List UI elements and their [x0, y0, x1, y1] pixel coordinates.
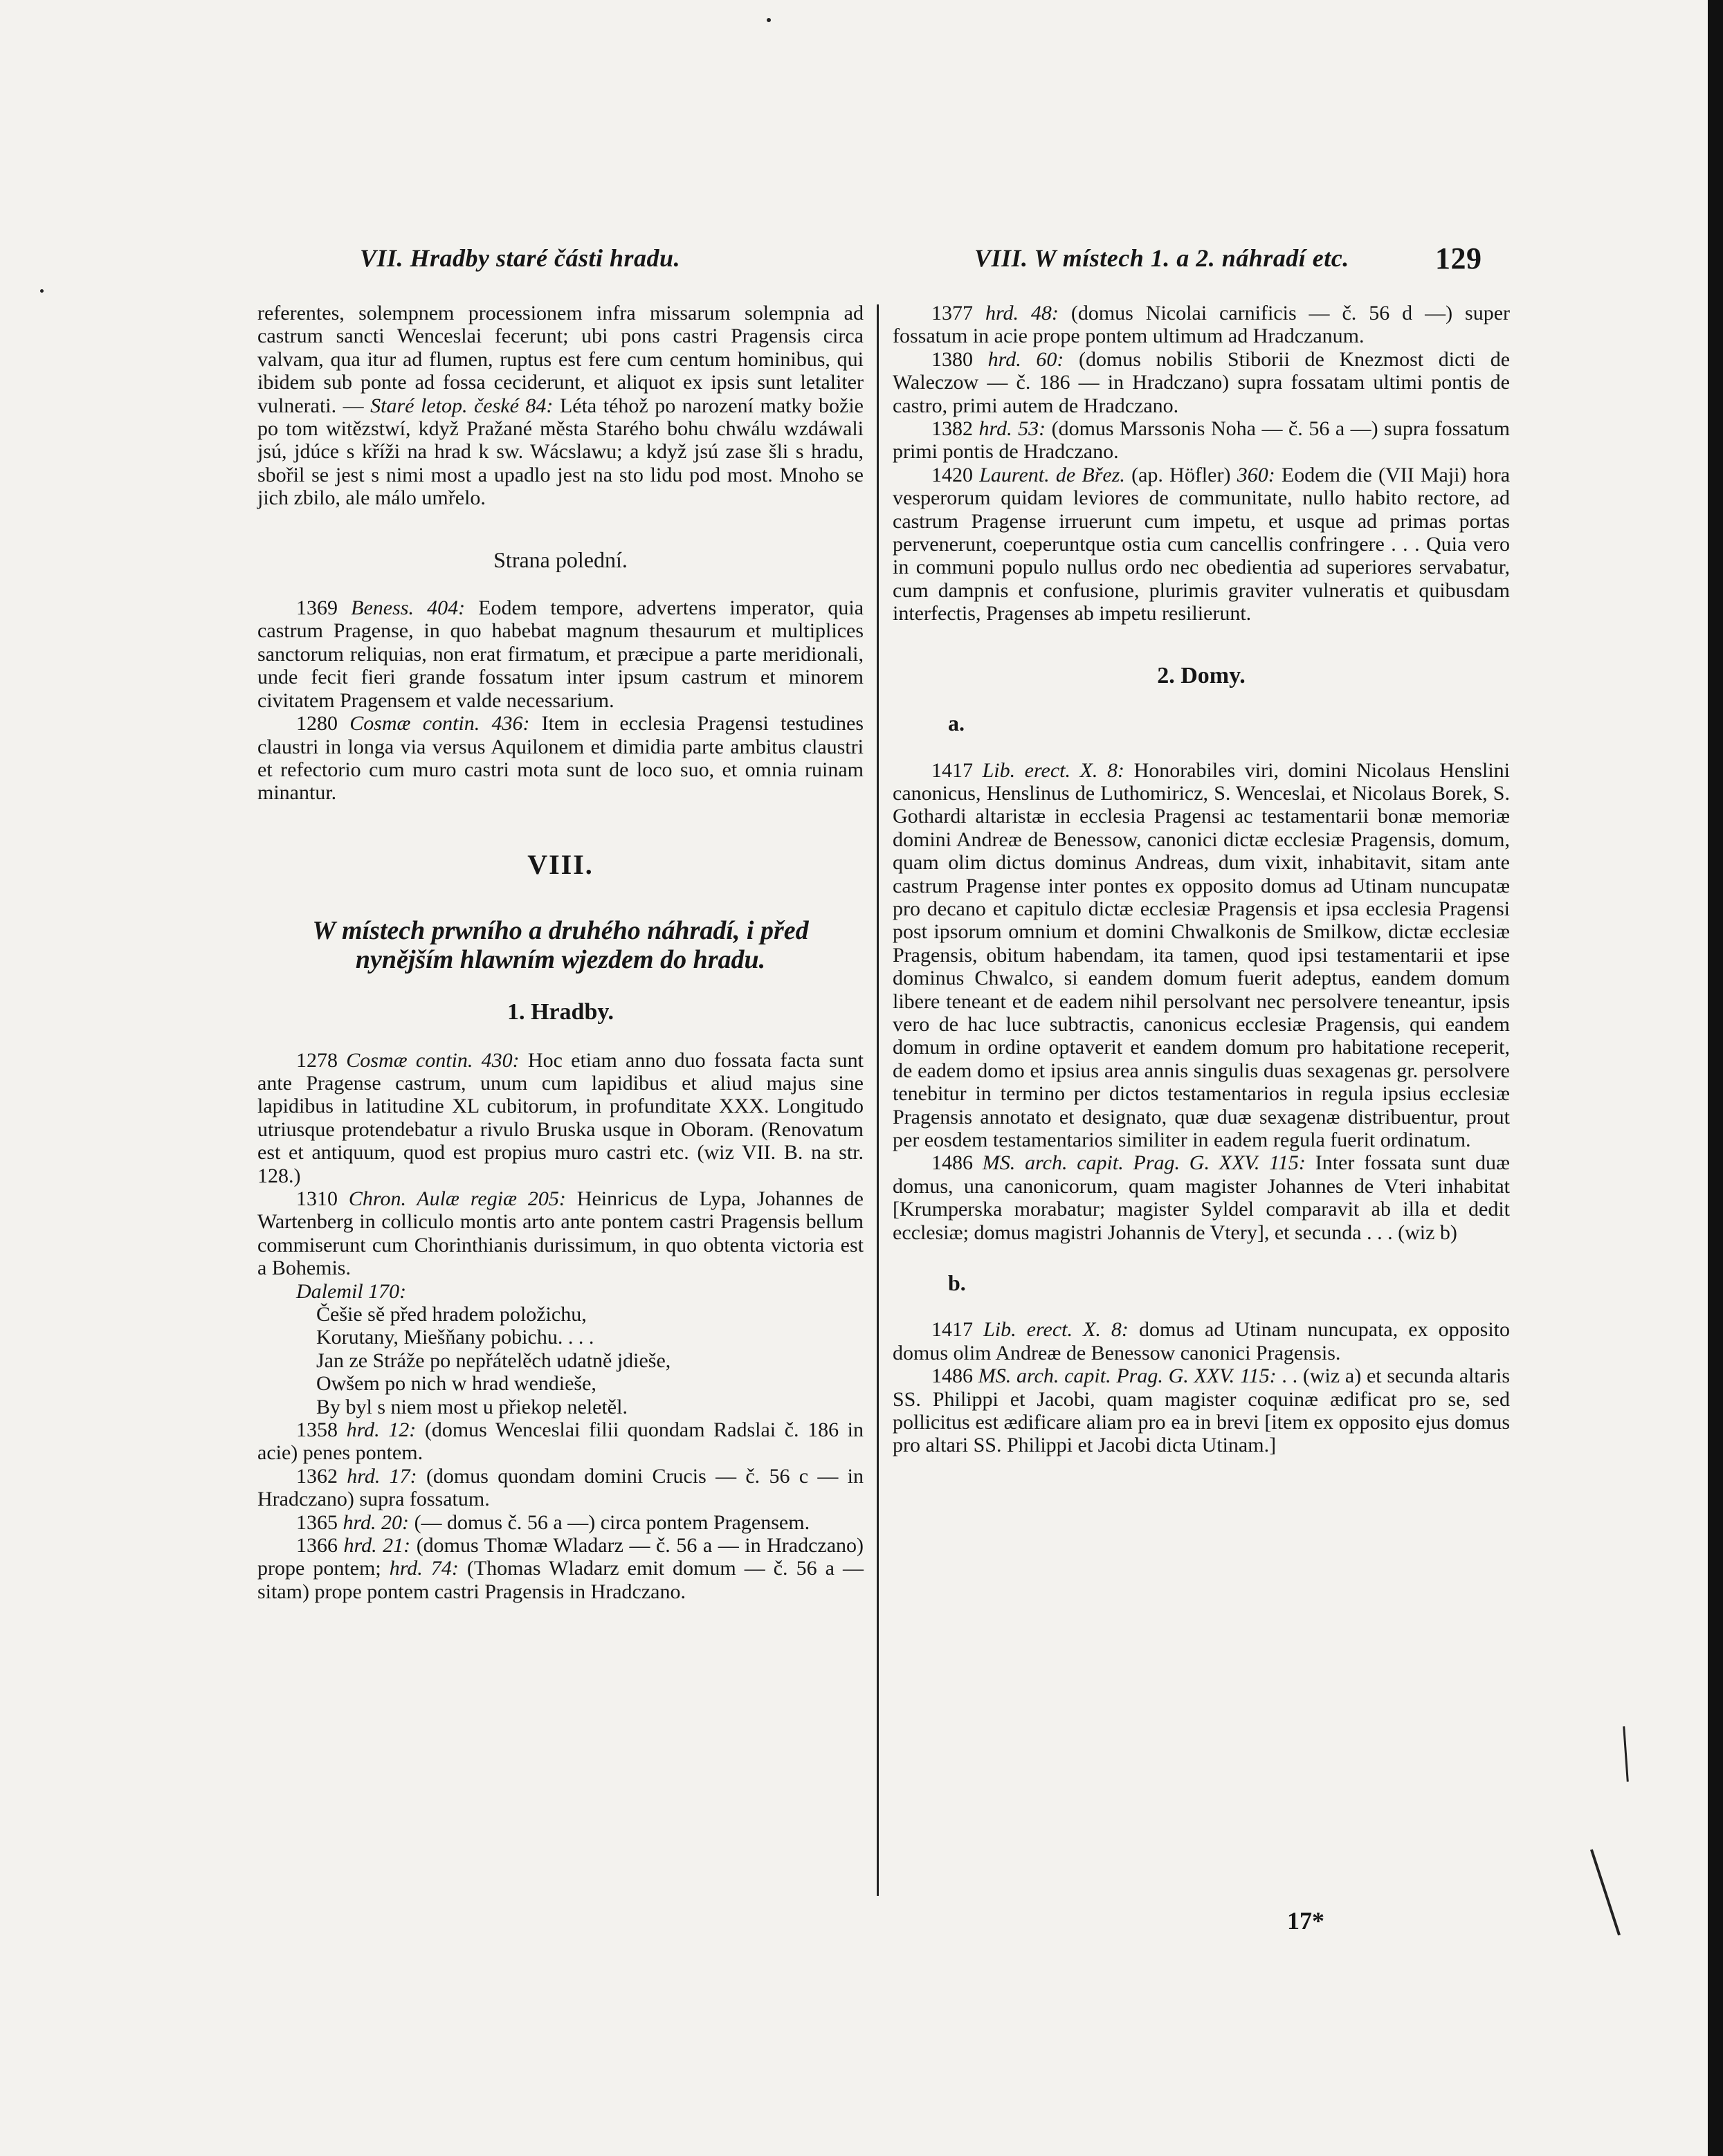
paragraph: 1310 Chron. Aulæ regiæ 205: Heinricus de Lypa, Johannes de Wartenberg in colliculo montis arto ante pontem castri Pragensis bellum commiserunt cum Chorinthianis durissimum, in quo obtenta victoria est a Bohemis.: [257, 1187, 864, 1280]
paragraph: 1280 Cosmæ contin. 436: Item in ecclesia Pragensi testudines claustri in longa via versus Aquilonem et dimidia parte ambitus claustri et refectorio cum muro castri mota sunt de loco suo, et omnia ruinam minantur.: [257, 712, 864, 805]
scan-border: [1708, 0, 1723, 2156]
paragraph: 1358 hrd. 12: (domus Wenceslai filii quondam Radslai č. 186 in acie) penes pontem.: [257, 1418, 864, 1465]
verse-block: [316, 1303, 864, 1418]
margin-stroke: [1623, 1726, 1629, 1782]
running-header: [0, 235, 1702, 277]
subsection-letter-a: a.: [948, 711, 965, 736]
signature-mark: 17*: [1287, 1907, 1324, 1935]
paragraph: 1369 Beness. 404: Eodem tempore, advertens imperator, quia castrum Pragense, in quo habebat magnum thesaurum et multiplices sanctorum reliquias, non erat firmatum, et præcipue a parte meridionali, unde fecit fieri grande fossatum inter ipsum castrum et minorem civitatem Pragensem et valde necessarium.: [257, 596, 864, 712]
subsection-walls: 1. Hradby.: [507, 999, 614, 1025]
citation: Dalemil 170:: [296, 1279, 407, 1303]
left-column: [257, 302, 864, 1603]
header-left: VII. Hradby staré části hradu.: [360, 244, 681, 272]
section-number: VIII.: [527, 848, 594, 880]
heading-south: Strana polední.: [493, 547, 628, 572]
subsection-houses: 2. Domy.: [1157, 662, 1246, 688]
right-column: [893, 302, 1510, 1457]
paragraph: 1366 hrd. 21: (domus Thomæ Wladarz — č. 56 a — in Hradczano) prope pontem; hrd. 74: (Thomas Wladarz emit domum — č. 56 a — sitam) prope pontem castri Pragensis in Hradczano.: [257, 1534, 864, 1603]
verse-line: Korutany, Miešňany pobichu. . . .: [316, 1326, 594, 1349]
verse-line: By byl s niem most u přiekop neletěl.: [316, 1395, 628, 1418]
verse-line: Owšem po nich w hrad wendieše,: [316, 1372, 596, 1396]
paragraph: 1362 hrd. 17: (domus quondam domini Crucis — č. 56 c — in Hradczano) supra fossatum.: [257, 1464, 864, 1511]
header-right: VIII. W místech 1. a 2. náhradí etc.: [974, 244, 1349, 272]
scan-speck: [767, 18, 771, 22]
scan-speck: [40, 289, 44, 293]
paragraph: 1486 MS. arch. capit. Prag. G. XXV. 115: Inter fossata sunt duæ domus, una canonicorum, quam magister Johannes de Vteri inhabitat [Krumperska morabatur; magister Syldel comparavit ab illa et dedit ecclesiæ; domus magistri Johannis de Vtery], et secunda . . . (wiz b): [893, 1151, 1511, 1244]
paragraph: 1278 Cosmæ contin. 430: Hoc etiam anno duo fossata facta sunt ante Pragense castrum, unum cum lapidibus et aliud majus sine lapidibus in latitudine XL cubitorum, in profunditate XXX. Longitudo utriusque protendebatur a rivulo Bruska usque in Oboram. (Renovatum est et antiquum, quod est propius muro castri etc. (wiz VII. B. na str. 128.): [257, 1048, 864, 1187]
paragraph: 1382 hrd. 53: (domus Marssonis Noha — č. 56 a —) supra fossatum primi pontis de Hradczano.: [893, 417, 1510, 464]
section-title: W místech prwního a druhého náhradí, i před nynějším hlawním wjezdem do hradu.: [312, 916, 809, 975]
verse-line: Češie sě před hradem položichu,: [316, 1303, 587, 1326]
paragraph: 1417 Lib. erect. X. 8: Honorabiles viri, domini Nicolaus Henslini canonicus, Henslinus de Luthomiricz, S. Wenceslai, et Nicolaus Borek, S. Gothardi altaristæ in ecclesia Pragensi ac testamentarii bonæ memoriæ domini Andreæ de Benessow, canonici dictæ ecclesiæ Pragensis, domum, quam olim dictus dominus Andreas, dum vixit, inhabitavit, sitam ante castrum Pragense inter pontes ex opposito domus ad Utinam nuncupatæ pro decano et capitulo dictæ ecclesiæ Pragensis et ipsa ecclesia Pragensi post ipsorum omnium et domini Chwalkonis de Smilkow, dictæ ecclesiæ Pragensis, obitum habendam, ita tamen, quod ipsi testamentarii et ipse dominus Chwalco, si eandem domum fuerit adeptus, eandem domum libere teneant et de eadem nihil persolvant nec persolvere teneantur, ipsis vero de hac luce subtractis, canonicus ecclesiæ Pragensis, qui eandem domum in ordine optaverit et eandem domum pro habitatione receperit, de eadem domo et ipsius area annis singulis duas sexagenas gr. persolvere tenebitur in termino per dictos testamentarios in regula ipsius ecclesiæ Pragensis annotato et designato, quæ duæ sexagenæ distribuentur, prout per eosdem testamentarios similiter in eadem regula fuerit ordinatum.: [893, 758, 1510, 1151]
paragraph: 1380 hrd. 60: (domus nobilis Stiborii de Knezmost dicti de Waleczow — č. 186 — in Hradczano) supra fossatam ultimi pontis de castro, primi autem de Hradczano.: [893, 347, 1511, 417]
column-rule: [877, 304, 879, 1896]
paragraph: 1420 Laurent. de Břez. (ap. Höfler) 360: Eodem die (VII Maji) hora vesperorum quidam leviores de communitate, nullo habito rectore, ad castrum Pragense irruerunt cum impetu, et usque ad primas portas pervenerunt, coeperuntque ostia cum cancellis confringere . . . Quia vero in communi populo nullus ordo nec obedientia ad superiores servabatur, cum dampnis et confusione, plurimis graviter vulneratis et quibusdam interfectis, Pragenses ab impetu resilierunt.: [893, 463, 1511, 625]
page-number: 129: [1435, 241, 1482, 275]
margin-stroke: [1590, 1849, 1621, 1936]
subsection-letter-b: b.: [948, 1270, 966, 1296]
paragraph: 1365 hrd. 20: (— domus č. 56 a —) circa pontem Pragensem.: [296, 1510, 810, 1534]
paragraph: 1486 MS. arch. capit. Prag. G. XXV. 115: . . (wiz a) et secunda altaris SS. Philippi et Jacobi, quam magister coquinæ ædificat pro se, sed pollicitus est ædificare aliam pro ea in brevi [item ex opposito ejus domus pro altari SS. Philippi et Jacobi dicta Utinam.]: [893, 1364, 1511, 1457]
verse-line: Jan ze Stráže po nepřátelěch udatně jdieše,: [316, 1349, 671, 1372]
paragraph: referentes, solempnem processionem infra missarum solempnia ad castrum sancti Wenceslai fecerunt; ubi pons castri Pragensis circa valvam, qua itur ad flumen, ruptus est fere cum centum hominibus, qui ibidem sub ponte ad fossa ceciderunt, et aliquot ex ipsis sunt letaliter vulnerati. — Staré letop. české 84: Léta téhož po narození matky božie po tom witězstwí, když Pražané města Starého bohu chwálu wzdáwali jsú, jdúce s kříži na hrad k sw. Wácslawu; a když jsú zase šli s hradu, sbořil se jest s nimi most a upadlo jest na sto lidu pod most. Mnoho se jich zbilo, ale málo umřelo.: [257, 302, 864, 510]
paragraph: 1417 Lib. erect. X. 8: domus ad Utinam nuncupata, ex opposito domus olim Andreæ de Benessow canonici Pragensis.: [893, 1318, 1510, 1364]
paragraph: 1377 hrd. 48: (domus Nicolai carnificis — č. 56 d —) super fossatum in acie prope pontem ultimum ad Hradczanum.: [893, 302, 1510, 348]
